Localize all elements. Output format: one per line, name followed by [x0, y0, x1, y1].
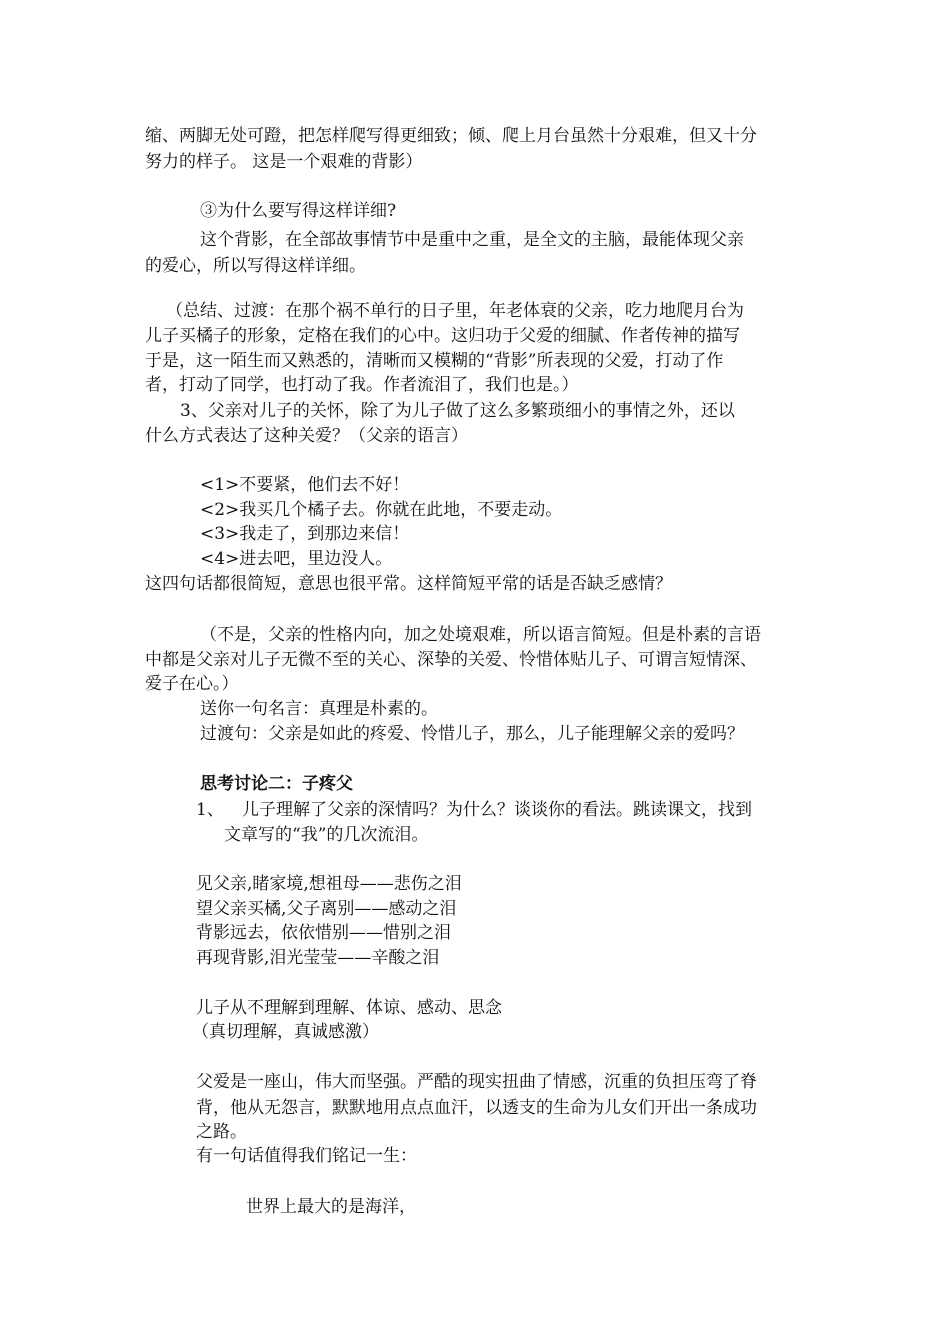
paragraph-line: 儿子从不理解到理解、体谅、感动、思念	[196, 998, 502, 1018]
paragraph-line: 于是，这一陌生而又熟悉的，清晰而又模糊的“背影”所表现的父爱，打动了作	[145, 351, 724, 371]
paragraph-line: 努力的样子。 这是一个艰难的背影）	[145, 152, 423, 172]
paragraph-line: 爱子在心。）	[145, 674, 239, 694]
quote-line: 送你一句名言：真理是朴素的。	[200, 699, 438, 719]
paragraph-line: 者，打动了同学，也打动了我。作者流泪了，我们也是。）	[145, 375, 579, 395]
tear-item: 再现背影,泪光莹莹——辛酸之泪	[196, 948, 440, 968]
question-line: 文章写的“我”的几次流泪。	[224, 825, 429, 845]
paragraph-line: （不是，父亲的性格内向，加之处境艰难，所以语言简短。但是朴素的言语	[200, 625, 761, 645]
paragraph-line: 父爱是一座山，伟大而坚强。严酷的现实扭曲了情感，沉重的负担压弯了脊	[196, 1072, 757, 1092]
paragraph-line: 中都是父亲对儿子无微不至的关心、深挚的关爱、怜惜体贴儿子、可谓言短情深、	[145, 650, 757, 670]
quote-item: <4>进去吧，里边没人。	[200, 549, 393, 569]
paragraph-line: 之路。	[196, 1122, 247, 1142]
question-heading: ③为什么要写得这样详细?	[200, 201, 397, 221]
poem-line: 世界上最大的是海洋，	[246, 1197, 416, 1217]
tear-item: 见父亲,睹家境,想祖母——悲伤之泪	[196, 874, 462, 894]
paragraph-line: 儿子买橘子的形象，定格在我们的心中。这归功于父爱的细腻、作者传神的描写	[145, 326, 740, 346]
paragraph-line: 背，他从无怨言，默默地用点点血汗，以透支的生命为儿女们开出一条成功	[196, 1098, 757, 1118]
paragraph-line: 缩、两脚无处可蹬，把怎样爬写得更细致；倾、爬上月台虽然十分艰难，但又十分	[145, 126, 757, 146]
transition-line: 过渡句：父亲是如此的疼爱、怜惜儿子，那么，儿子能理解父亲的爱吗？	[200, 724, 744, 744]
section-heading: 思考讨论二：子疼父	[200, 774, 353, 794]
tear-item: 望父亲买橘,父子离别——感动之泪	[196, 899, 457, 919]
paragraph-line: 这个背影，在全部故事情节中是重中之重，是全文的主脑，最能体现父亲	[200, 230, 744, 250]
paragraph-line: 有一句话值得我们铭记一生：	[196, 1146, 417, 1166]
quote-item: <3>我走了，到那边来信！	[200, 524, 410, 544]
question-line: 儿子理解了父亲的深情吗？为什么？谈谈你的看法。跳读课文，找到	[242, 800, 752, 820]
quote-item: <1>不要紧，他们去不好！	[200, 475, 410, 495]
paragraph-line: 的爱心，所以写得这样详细。	[145, 256, 366, 276]
tear-item: 背影远去，依依惜别——惜别之泪	[196, 923, 451, 943]
paragraph-line: （真切理解，真诚感激）	[192, 1022, 379, 1042]
question-line: 什么方式表达了这种关爱？（父亲的语言）	[145, 426, 468, 446]
list-number: 1、	[196, 800, 224, 820]
question-line: 3、父亲对儿子的关怀，除了为儿子做了这么多繁琐细小的事情之外，还以	[180, 401, 735, 421]
paragraph-line: 这四句话都很简短，意思也很平常。这样简短平常的话是否缺乏感情？	[145, 574, 672, 594]
paragraph-line: （总结、过渡：在那个祸不单行的日子里，年老体衰的父亲，吃力地爬月台为	[166, 301, 744, 321]
quote-item: <2>我买几个橘子去。你就在此地，不要走动。	[200, 500, 563, 520]
